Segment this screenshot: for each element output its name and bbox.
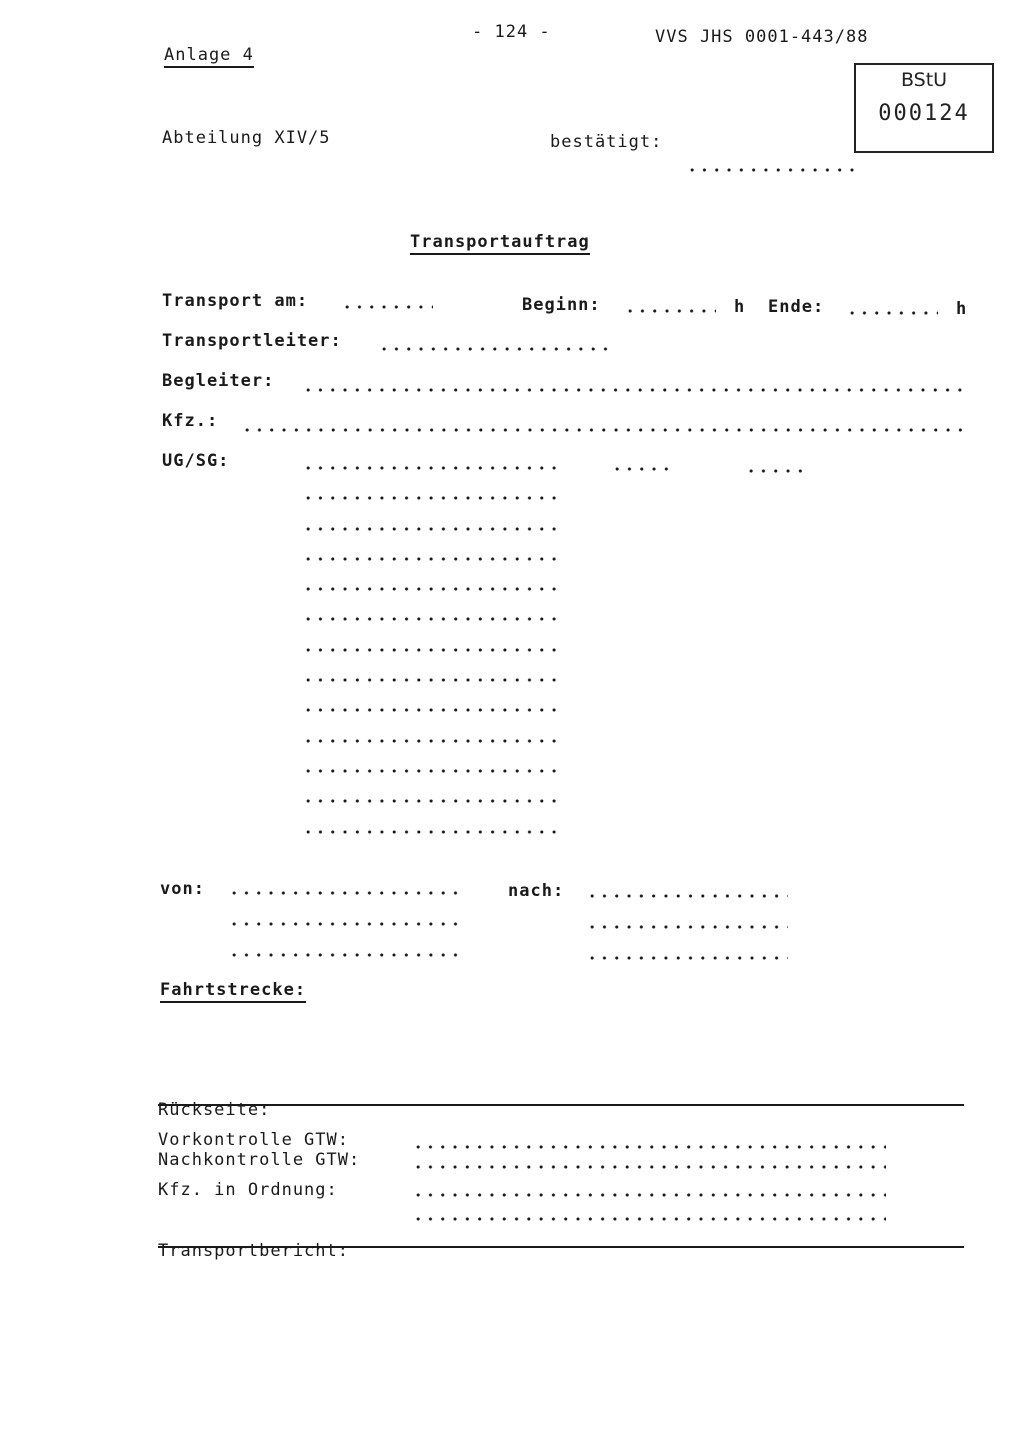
ug-sg-field[interactable] [302,769,557,773]
end-time-field[interactable] [846,311,938,315]
annex-label: Anlage 4 [164,47,254,68]
to-label: nach: [508,881,565,901]
stamp-number: 000124 [878,101,970,126]
start-time-field[interactable] [624,309,716,313]
ug-sg-field[interactable] [302,557,557,561]
vehicle-label: Kfz.: [162,411,219,431]
ug-sg-label: UG/SG: [162,451,230,471]
transport-date-field[interactable] [341,305,433,309]
ug-sg-field[interactable] [302,587,557,591]
ug-sg-field[interactable] [302,527,557,531]
back-title: Rückseite: [158,1100,271,1120]
route-label: Fahrtstrecke: [160,982,306,1003]
approval-label: bestätigt: [550,132,663,152]
end-hour-unit: h [956,299,968,319]
ug-sg-field[interactable] [302,648,557,652]
escort-field[interactable] [302,388,964,392]
vehicle-ok-field-2[interactable] [412,1217,886,1221]
ug-sg-field[interactable] [302,617,557,621]
ug-sg-field[interactable] [302,830,557,834]
ug-sg-field[interactable] [302,708,557,712]
section-divider [158,1104,964,1106]
ug-sg-extra-field-1[interactable] [611,467,669,471]
transport-date-label: Transport am: [162,291,309,311]
to-field-1[interactable] [586,894,788,898]
ug-sg-field[interactable] [302,466,557,470]
from-field-2[interactable] [228,922,458,926]
start-label: Beginn: [522,295,601,315]
vehicle-ok-field-1[interactable] [412,1193,886,1197]
ug-sg-field[interactable] [302,799,557,803]
document-reference: VVS JHS 0001-443/88 [655,27,869,47]
leader-label: Transportleiter: [162,331,342,351]
department-label: Abteilung XIV/5 [162,128,331,148]
end-label: Ende: [768,297,825,317]
ug-sg-field[interactable] [302,739,557,743]
approval-signature-field[interactable] [686,168,854,172]
ug-sg-field[interactable] [302,678,557,682]
page-number: - 124 - [472,22,551,42]
to-field-3[interactable] [586,956,788,960]
from-field-1[interactable] [228,891,458,895]
archive-stamp [854,63,994,153]
to-field-2[interactable] [586,925,788,929]
post-check-field[interactable] [412,1165,886,1169]
post-check-label: Nachkontrolle GTW: [158,1150,361,1170]
from-field-3[interactable] [228,953,458,957]
ug-sg-field[interactable] [302,496,557,500]
vehicle-field[interactable] [241,428,963,432]
leader-field[interactable] [378,347,608,351]
form-title: Transportauftrag [410,234,590,255]
report-label: Transportbericht: [158,1241,349,1261]
start-hour-unit: h [734,297,746,317]
ug-sg-extra-field-2[interactable] [745,469,803,473]
stamp-brand: BStU [900,69,948,91]
pre-check-label: Vorkontrolle GTW: [158,1130,349,1150]
from-label: von: [160,879,205,899]
escort-label: Begleiter: [162,371,275,391]
vehicle-ok-label: Kfz. in Ordnung: [158,1180,338,1200]
pre-check-field[interactable] [412,1145,886,1149]
